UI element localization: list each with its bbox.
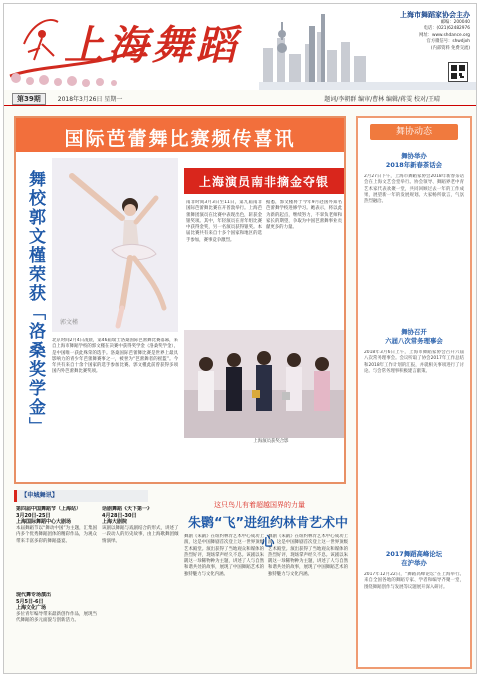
publisher-block xyxy=(374,10,470,52)
news-item-body: 本届舞蹈节以“舞动中国”为主题，汇集国内多个优秀舞蹈团体的精彩作品，为观众带来丰富多彩的舞蹈盛宴。 xyxy=(16,525,98,544)
section-title xyxy=(358,550,470,568)
qr-code-icon xyxy=(448,62,468,82)
publisher-wechat: 官方微信号：shwdjxh xyxy=(426,39,470,45)
lausanne-body: 北京时间2月4日凌晨，第46届瑞士洛桑国际芭蕾舞比赛落幕，来自上海市舞蹈学校的郭文槿在决赛中获得奖学金（洛桑奖学金），是中国唯一获此殊荣的选手。洛桑国际芭蕾舞比赛是世界上最具影响力的青少年芭蕾舞赛事之一，被誉为“芭蕾舞者的摇篮”。今年共有来自十余个国家的选手参加比赛。郭文槿此前曾获得多项国内外芭蕾舞比赛奖项。 xyxy=(52,338,178,375)
photo-caption: 上海演员获奖合影 xyxy=(253,439,289,444)
news-item-venue: 上海文化广场 xyxy=(16,605,47,611)
section-title-line: 舞协召开 xyxy=(401,328,427,336)
news-item-date: 4月28日-30日 xyxy=(102,512,137,519)
issue-number: 第39期 xyxy=(12,93,46,105)
news-item-title: 话剧舞蹈《天下第一》 xyxy=(102,506,153,512)
news-item-date: 3月20日-25日 xyxy=(16,512,51,519)
publisher-note: (内部资料 免费交流) xyxy=(430,45,470,51)
secondary-headline: 上海演员南非摘金夺银 xyxy=(198,175,329,189)
association-news-column xyxy=(356,116,472,669)
section-title-line: 舞协举办 xyxy=(401,152,427,160)
news-item-title: 现代舞专场演出 xyxy=(16,592,52,598)
south-africa-body-1: 南非时间3月3日至11日，第九届南非国际芭蕾舞比赛在开普敦举行。上海芭蕾舞团演员在比赛中表现出色，斩获金银奖项。其中，年轻演员在青年组比赛中获得金奖，另一名演员获得银奖。本届比赛共有来自十多个国家和地区的选手参加，赛事竞争激烈。 xyxy=(186,200,262,243)
section-body: 2018年3月6日上午，上海市舞蹈家协会召开六届八次常务理事会。会议听取了协会2017年工作总结和2018年工作计划的汇报，并就相关事项进行了讨论。与会常务理事积极建言献策。 xyxy=(364,350,464,374)
news-item xyxy=(102,506,180,672)
dancer-photo-credit: 郭文槿 xyxy=(60,319,79,326)
main-headline: 国际芭蕾舞比赛频传喜讯 xyxy=(64,128,296,150)
dancer-photo xyxy=(52,158,178,332)
vertical-title: 舞校郭文槿荣获「洛桑奖学金」 xyxy=(25,170,45,436)
section-body: 2月27日下午，上海市舞蹈家协会2018年新春茶话会在上海文艺会堂举行。协会领导、舞蹈界老中青艺术家代表欢聚一堂，共同回顾过去一年的工作成果，展望新一年的发展规划。大家畅所欲言，气氛热烈融洽。 xyxy=(364,174,464,205)
editor-credits: 题词/李朝群 编审/曹林 编辑/蒋雯 校对/王晴 xyxy=(324,96,440,103)
section-title-line: 在沪举办 xyxy=(401,559,427,567)
news-item-venue: 上海国际舞蹈中心大剧场 xyxy=(16,519,72,525)
bottom-subheadline: 这只鸟儿有着超越国界的力量 xyxy=(214,501,305,509)
masthead xyxy=(4,4,477,90)
award-group-photo xyxy=(184,330,344,438)
column-tab-label: 舞协动态 xyxy=(370,124,458,140)
section-title xyxy=(358,328,470,346)
news-section-label: 【申城舞讯】 xyxy=(14,490,148,502)
news-item-date: 5月5日-6日 xyxy=(16,598,44,605)
bottom-article-body-2: 舞剧《朱鹮》在纽约林肯艺术中心成功上演，这是中国舞剧首次登上这一世界顶级艺术殿堂。演出获得了当地观众和媒体的热烈好评，现场掌声经久不息。该剧以朱鹮这一珍稀物种为主题，讲述了人与自然和谐共处的故事，展现了中国舞蹈艺术的独特魅力与文化内涵。 xyxy=(268,534,348,577)
publisher-postcode: 邮编：200040 xyxy=(440,20,470,25)
section-title-line: 2018年新春茶话会 xyxy=(385,161,443,169)
news-item xyxy=(16,592,100,672)
section-body: 2017年12月22日，“舞蹈高峰论坛”在上海举行。来自全国各地的舞蹈专家、学者和编导齐聚一堂，围绕舞蹈创作与发展等议题展开深入研讨。 xyxy=(364,572,464,590)
section-title-line: 六届八次常务理事会 xyxy=(385,337,443,345)
publisher-phone: 电话：(021)62482976 xyxy=(423,26,470,32)
publisher-name: 上海市舞蹈家协会主办 xyxy=(400,11,470,19)
news-item-body: 该剧以舞蹈与戏剧结合的形式，讲述了一段动人的历史故事，由上海歌舞团倾情演绎。 xyxy=(102,525,179,544)
bottom-article-body-1: 舞剧《朱鹮》在纽约林肯艺术中心成功上演，这是中国舞剧首次登上这一世界顶级艺术殿堂。演出获得了当地观众和媒体的热烈好评，现场掌声经久不息。该剧以朱鹮这一珍稀物种为主题，讲述了人与自然和谐共处的故事，展现了中国舞蹈艺术的独特魅力与文化内涵。 xyxy=(184,534,264,577)
publication-date: 2018年3月26日 星期一 xyxy=(57,96,123,103)
section-title xyxy=(358,152,470,170)
newspaper-page xyxy=(3,3,477,674)
date-bar xyxy=(4,92,477,106)
section-title-line: 2017舞蹈高峰论坛 xyxy=(385,550,443,558)
bottom-headline: 朱鹮“飞”进纽约林肯艺术中心 xyxy=(187,516,349,550)
publisher-website: 网址：www.shdance.org xyxy=(419,32,470,38)
south-africa-body-2: 据悉，郭文槿将于今年9月赴国外知名芭蕾舞学校进修学习。她表示，将以此为新的起点，继续努力，不辜负老师和家长的期望，争取为中国芭蕾舞事业贡献更多的力量。 xyxy=(266,200,342,231)
news-item-venue: 上海大剧院 xyxy=(102,519,128,525)
news-item-title: 第四届中国舞蹈节（上海站） xyxy=(16,506,82,512)
main-article xyxy=(14,116,346,484)
news-item-body: 多位青年编导带来最新创作作品，展现当代舞蹈的多元面貌与创新活力。 xyxy=(16,611,97,623)
news-item xyxy=(16,506,100,586)
masthead-title: 上海舞蹈 xyxy=(64,22,240,69)
